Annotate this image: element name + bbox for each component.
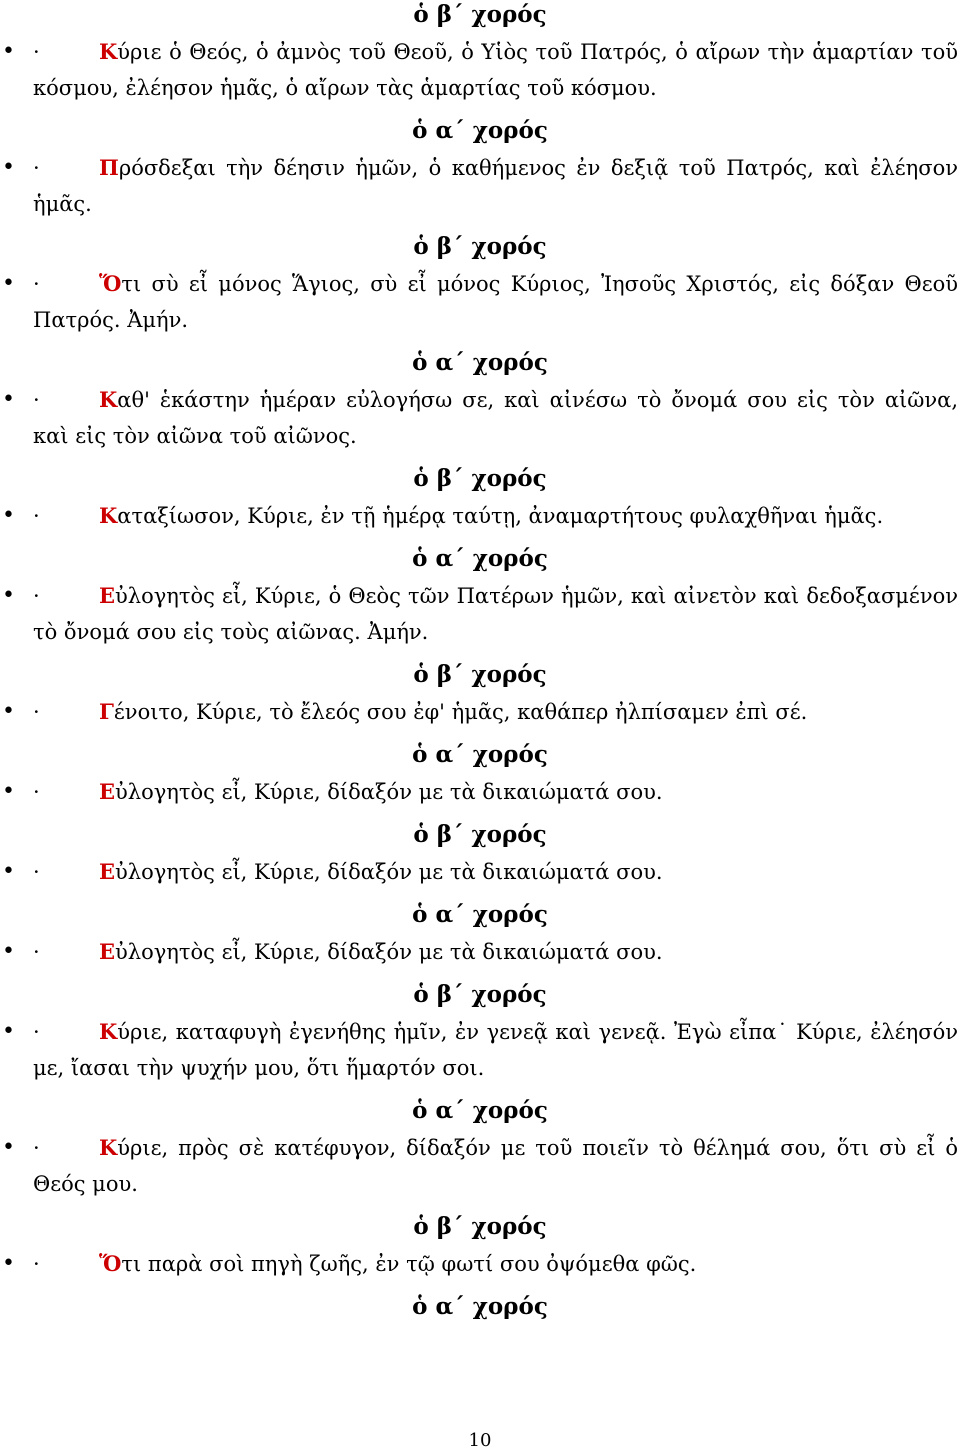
verse	[0, 854, 960, 890]
choir-heading: ὁ β΄ χορός	[413, 661, 547, 688]
verse-initial: Ε	[99, 779, 116, 804]
verse-initial: Ὅ	[99, 271, 122, 296]
verse-text: ὐλογητὸς εἶ, Κύριε, δίδαξόν με τὰ δικαιώματά σου.	[115, 780, 663, 804]
verse-dot: ·	[33, 1136, 40, 1160]
bullet-icon: •	[2, 1251, 15, 1276]
choir-heading: ὁ α΄ χορός	[412, 545, 548, 572]
verse	[0, 266, 960, 338]
verse-initial: Κ	[99, 387, 118, 412]
verse	[0, 1014, 960, 1086]
verse-text: αταξίωσον, Κύριε, ἐν τῇ ἡμέρᾳ ταύτῃ, ἀναμαρτήτους φυλαχθῆναι ἡμᾶς.	[117, 504, 884, 528]
verse	[0, 774, 960, 810]
verse-text: αθ' ἑκάστην ἡμέραν εὐλογήσω σε, καὶ αἰνέσω τὸ ὄνομά σου εἰς τὸν αἰῶνα, καὶ εἰς τὸν αἰῶνα τοῦ αἰῶνος.	[33, 388, 958, 448]
choir-heading: ὁ α΄ χορός	[412, 117, 548, 144]
verse-text: ένοιτο, Κύριε, τὸ ἔλεός σου ἐφ' ἡμᾶς, καθάπερ ἠλπίσαμεν ἐπὶ σέ.	[113, 700, 808, 724]
verse-text: ύριε, καταφυγὴ ἐγενήθης ἡμῖν, ἐν γενεᾷ καὶ γενεᾷ. Ἐγὼ εἶπα˙ Κύριε, ἐλέησόν με, ἴασαι τὴν ψυχήν μου, ὅτι ἥμαρτόν σοι.	[33, 1020, 958, 1080]
choir-heading-final: ὁ α΄ χορός	[412, 1293, 548, 1320]
verse-initial: Κ	[99, 1135, 118, 1160]
verse	[0, 382, 960, 454]
bullet-icon: •	[2, 155, 15, 180]
verse-dot: ·	[33, 700, 40, 724]
bullet-icon: •	[2, 503, 15, 528]
verse	[0, 934, 960, 970]
verse-dot: ·	[33, 156, 40, 180]
verse-text: ρόσδεξαι τὴν δέησιν ἡμῶν, ὁ καθήμενος ἐν δεξιᾷ τοῦ Πατρός, καὶ ἐλέησον ἡμᾶς.	[33, 156, 958, 216]
choir-heading: ὁ β΄ χορός	[413, 1213, 547, 1240]
bullet-icon: •	[2, 387, 15, 412]
verse-dot: ·	[33, 1252, 40, 1276]
bullet-icon: •	[2, 779, 15, 804]
bullet-icon: •	[2, 939, 15, 964]
verse-dot: ·	[33, 1020, 40, 1044]
bullet-icon: •	[2, 699, 15, 724]
verse-text: ὐλογητὸς εἶ, Κύριε, ὁ Θεὸς τῶν Πατέρων ἡμῶν, καὶ αἰνετὸν καὶ δεδοξασμένον τὸ ὄνομά σου εἰς τοὺς αἰῶνας. Ἀμήν.	[33, 584, 958, 644]
verse-dot: ·	[33, 780, 40, 804]
choir-heading: ὁ β΄ χορός	[413, 233, 547, 260]
choir-heading: ὁ β΄ χορός	[413, 465, 547, 492]
choir-heading: ὁ β΄ χορός	[413, 1, 547, 28]
verse-text: ὐλογητὸς εἶ, Κύριε, δίδαξόν με τὰ δικαιώματά σου.	[115, 940, 663, 964]
bullet-icon: •	[2, 1135, 15, 1160]
choir-heading: ὁ α΄ χορός	[412, 1097, 548, 1124]
verse	[0, 150, 960, 222]
choir-heading: ὁ β΄ χορός	[413, 981, 547, 1008]
verse-initial: Ε	[99, 583, 116, 608]
verse-dot: ·	[33, 272, 40, 296]
verse-initial: Ὅ	[99, 1251, 122, 1276]
verse-initial: Ε	[99, 859, 116, 884]
verse-text: τι παρὰ σοὶ πηγὴ ζωῆς, ἐν τῷ φωτί σου ὀψόμεθα φῶς.	[121, 1252, 697, 1276]
bullet-icon: •	[2, 39, 15, 64]
verse-initial: Κ	[99, 503, 118, 528]
verse-text: ύριε, πρὸς σὲ κατέφυγον, δίδαξόν με τοῦ ποιεῖν τὸ θέλημά σου, ὅτι σὺ εἶ ὁ Θεός μου.	[33, 1136, 958, 1196]
verse-dot: ·	[33, 504, 40, 528]
verse-initial: Κ	[99, 39, 118, 64]
verse	[0, 578, 960, 650]
verse-text: ὐλογητὸς εἶ, Κύριε, δίδαξόν με τὰ δικαιώματά σου.	[115, 860, 663, 884]
verse-initial: Π	[99, 155, 119, 180]
bullet-icon: •	[2, 583, 15, 608]
verse-dot: ·	[33, 584, 40, 608]
choir-heading: ὁ α΄ χορός	[412, 901, 548, 928]
verse-initial: Ε	[99, 939, 116, 964]
verse-dot: ·	[33, 860, 40, 884]
verse-text: τι σὺ εἶ μόνος Ἅγιος, σὺ εἶ μόνος Κύριος, Ἰησοῦς Χριστός, εἰς δόξαν Θεοῦ Πατρός. Ἀμήν.	[33, 272, 958, 332]
verse	[0, 34, 960, 106]
choir-heading: ὁ β΄ χορός	[413, 821, 547, 848]
verse	[0, 1130, 960, 1202]
verse-initial: Κ	[99, 1019, 118, 1044]
choir-heading: ὁ α΄ χορός	[412, 349, 548, 376]
verse-text: ύριε ὁ Θεός, ὁ ἀμνὸς τοῦ Θεοῦ, ὁ Υἱὸς τοῦ Πατρός, ὁ αἴρων τὴν ἁμαρτίαν τοῦ κόσμου, ἐλέησον ἡμᾶς, ὁ αἴρων τὰς ἁμαρτίας τοῦ κόσμου.	[33, 40, 958, 100]
verse-dot: ·	[33, 388, 40, 412]
verse-dot: ·	[33, 40, 40, 64]
bullet-icon: •	[2, 859, 15, 884]
page-number: 10	[468, 1430, 492, 1451]
bullet-icon: •	[2, 1019, 15, 1044]
verse	[0, 498, 960, 534]
bullet-icon: •	[2, 271, 15, 296]
verse-initial: Γ	[99, 699, 114, 724]
verse	[0, 1246, 960, 1282]
verse	[0, 694, 960, 730]
verse-dot: ·	[33, 940, 40, 964]
choir-heading: ὁ α΄ χορός	[412, 741, 548, 768]
